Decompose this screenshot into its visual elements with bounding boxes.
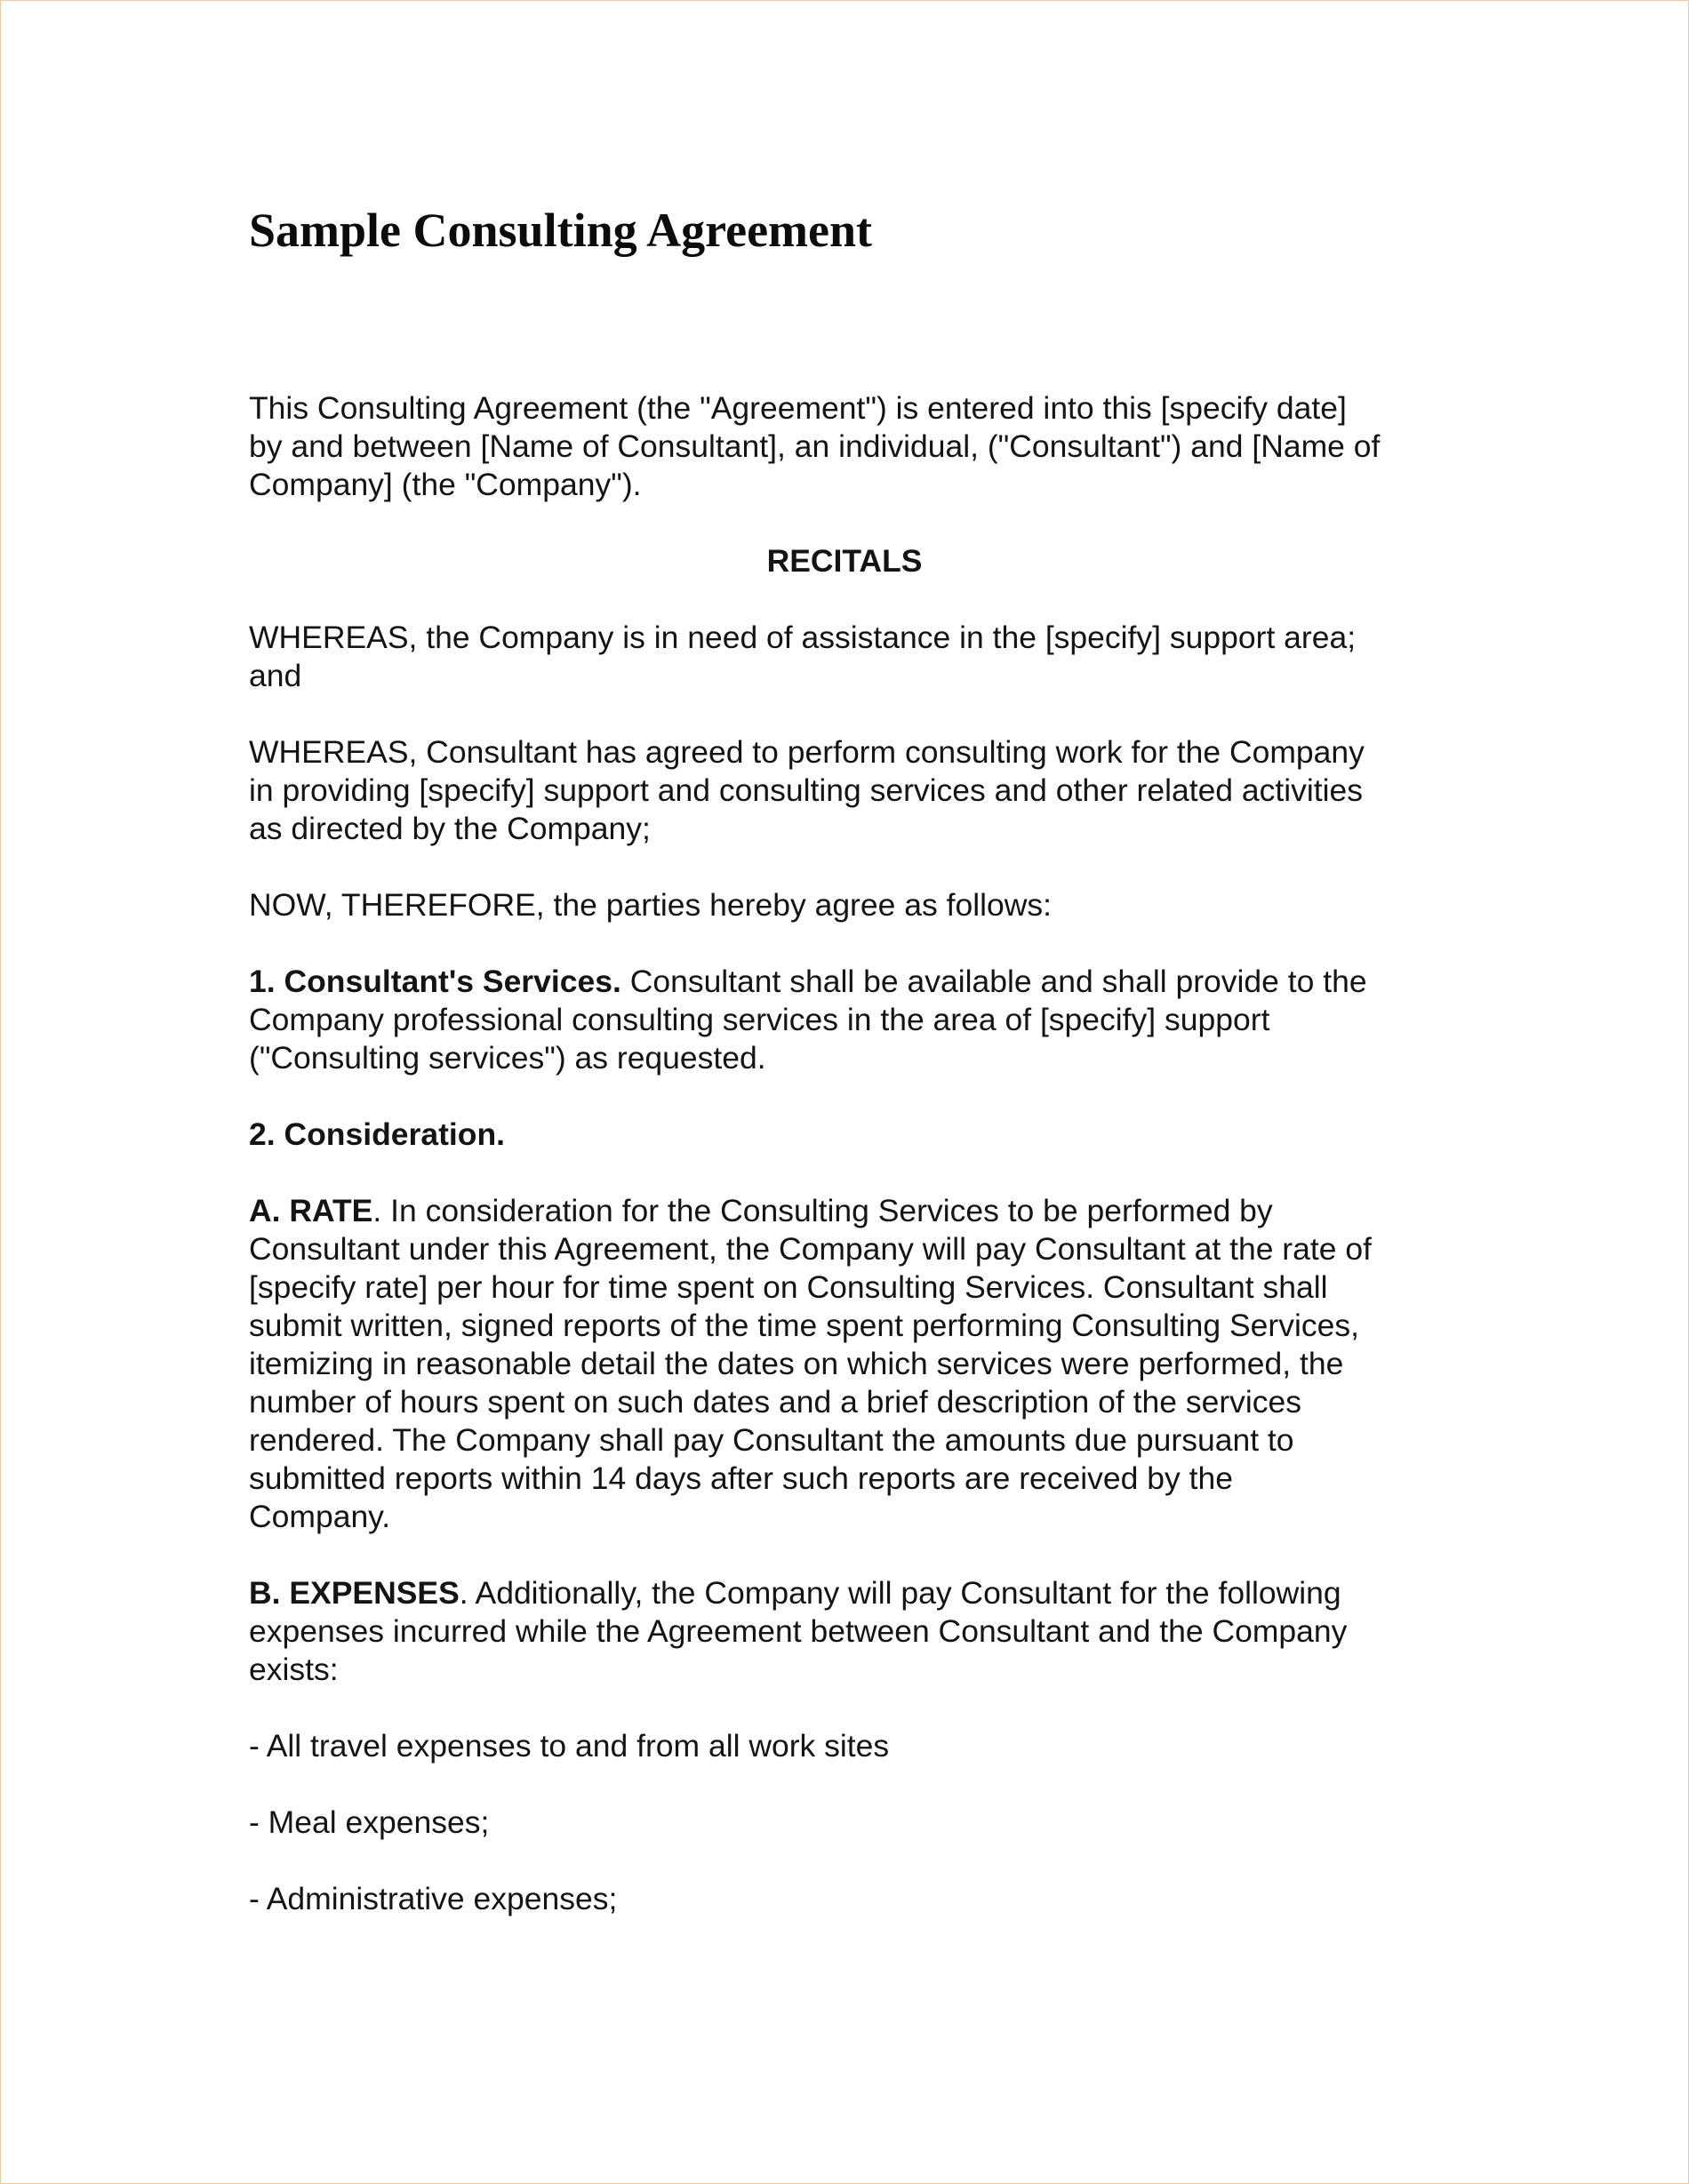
section-1-line: ("Consulting services") as requested. [249,1040,766,1076]
now-therefore-paragraph: NOW, THEREFORE, the parties hereby agree as follows: [249,887,1052,923]
whereas-line: WHEREAS, Consultant has agreed to perform consulting work for the Company [249,734,1365,770]
section-a-line: rendered. The Company shall pay Consultant the amounts due pursuant to [249,1422,1294,1458]
section-a-paragraph [249,1192,1458,1536]
section-b-text: . Additionally, the Company will pay Consultant for the following [459,1575,1341,1611]
section-1-line: Company professional consulting services in the area of [specify] support [249,1002,1270,1037]
section-a-line: number of hours spent on such dates and a brief description of the services [249,1384,1302,1420]
section-2-heading: 2. Consideration. [249,1116,505,1152]
intro-line: This Consulting Agreement (the "Agreement") is entered into this [specify date] [249,390,1347,426]
recitals-heading: RECITALS [766,543,923,579]
expense-item: - Meal expenses; [249,1804,490,1840]
whereas-line: WHEREAS, the Company is in need of assistance in the [specify] support area; [249,620,1357,655]
whereas-paragraph-1 [249,619,1458,695]
whereas-line: in providing [specify] support and consulting services and other related activities [249,772,1364,808]
intro-line: by and between [Name of Consultant], an individual, ("Consultant") and [Name of [249,428,1381,464]
section-a-line: submit written, signed reports of the time spent performing Consulting Services, [249,1308,1359,1343]
section-a-text: . In consideration for the Consulting Services to be performed by [372,1193,1273,1228]
document-title: Sample Consulting Agreement [249,204,873,257]
section-1-heading: 1. Consultant's Services. [249,964,621,999]
section-b-heading: B. EXPENSES [249,1575,460,1611]
section-a-line: itemizing in reasonable detail the dates on which services were performed, the [249,1346,1344,1381]
whereas-line: and [249,658,302,693]
expense-item: - Administrative expenses; [249,1881,618,1916]
section-b-paragraph [249,1574,1458,1689]
whereas-line: as directed by the Company; [249,811,651,846]
intro-line: Company] (the "Company"). [249,467,642,502]
section-a-heading: A. RATE [249,1193,373,1228]
expense-item: - All travel expenses to and from all work sites [249,1728,890,1764]
whereas-paragraph-2 [249,733,1458,848]
section-a-line: Company. [249,1499,391,1534]
section-b-line: exists: [249,1652,339,1687]
section-a-line: Consultant under this Agreement, the Company will pay Consultant at the rate of [249,1231,1372,1267]
section-a-line: [specify rate] per hour for time spent on Consulting Services. Consultant shall [249,1269,1328,1305]
section-b-line: expenses incurred while the Agreement between Consultant and the Company [249,1613,1348,1649]
section-1-text: Consultant shall be available and shall provide to the [620,964,1367,999]
section-a-line: submitted reports within 14 days after such reports are received by the [249,1460,1233,1496]
intro-paragraph [249,389,1458,504]
document-body [249,389,1458,1956]
section-1-paragraph [249,963,1458,1077]
